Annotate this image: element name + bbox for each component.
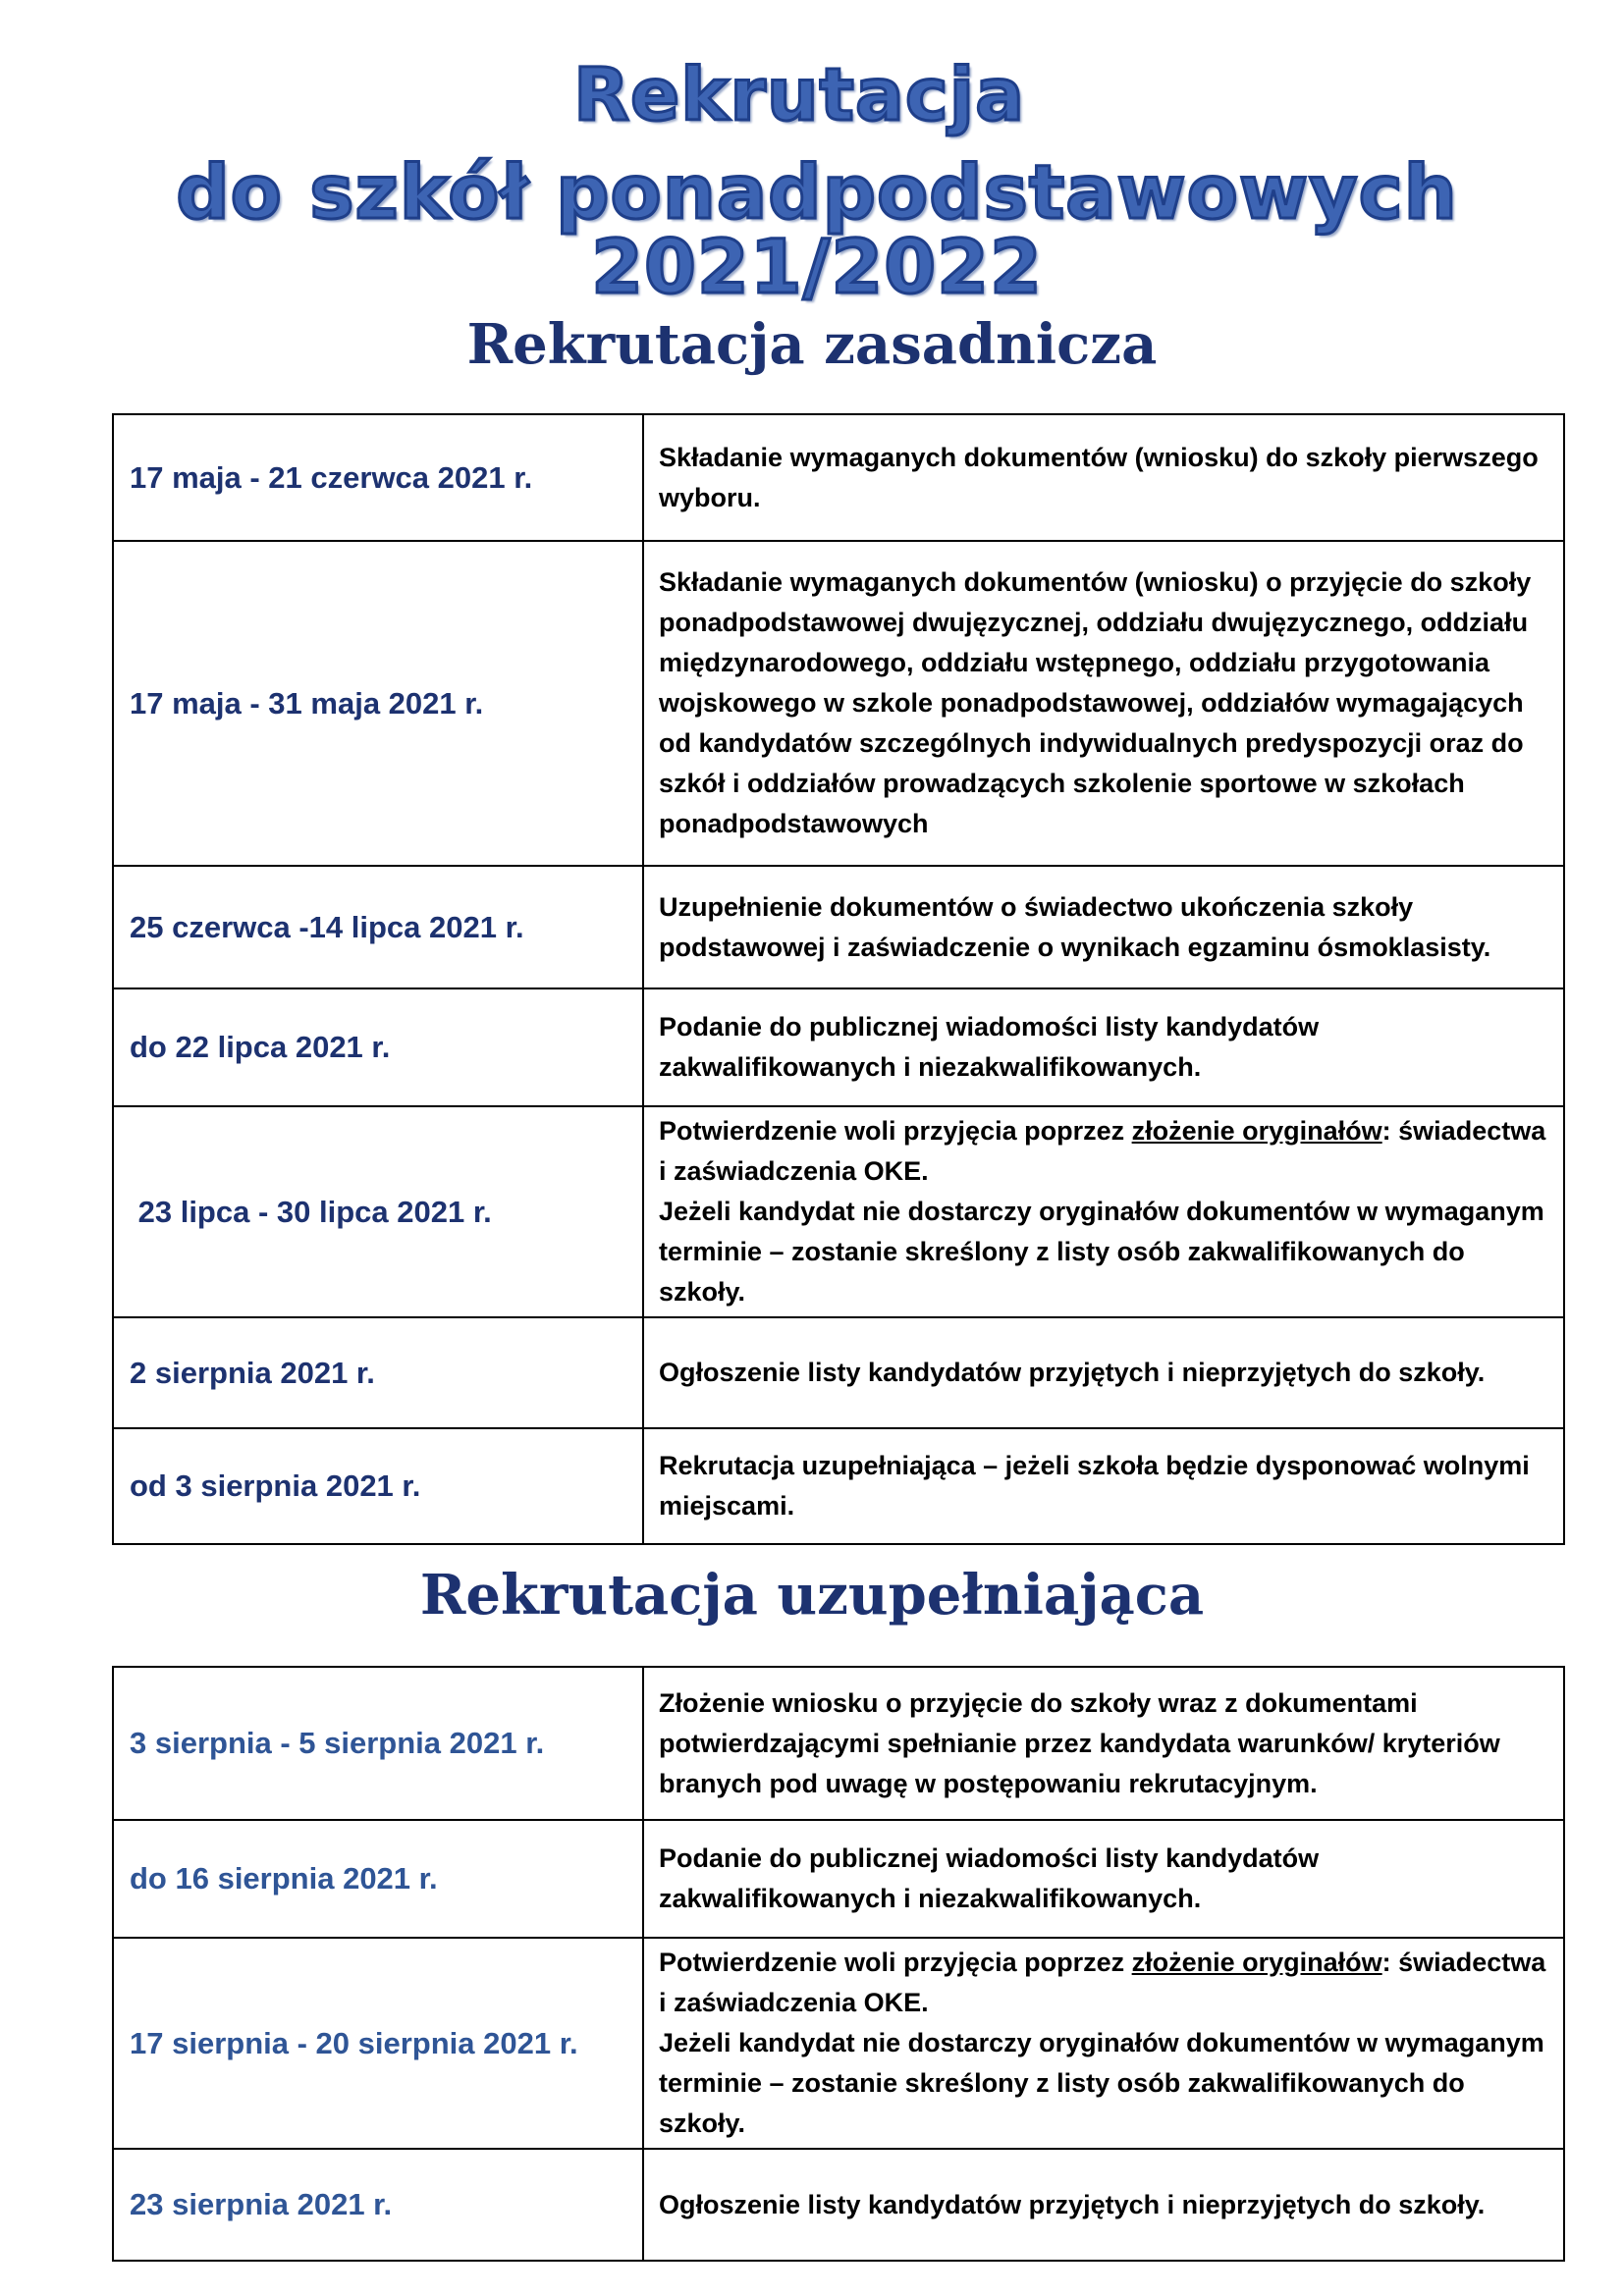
table-row: [113, 1820, 1564, 1938]
desc-underlined-text: złożenie oryginałów: [1131, 1948, 1382, 1977]
title-line-2: do szkół ponadpodstawowych 2021/2022: [176, 148, 1458, 310]
row-description: Składanie wymaganych dokumentów (wniosku) do szkoły pierwszego wyboru.: [643, 414, 1564, 541]
row-date: 17 maja - 31 maja 2021 r.: [113, 541, 643, 866]
section-heading-supplementary: Rekrutacja uzupełniająca: [419, 1563, 1205, 1628]
row-date: 23 lipca - 30 lipca 2021 r.: [113, 1106, 643, 1317]
desc-text: Potwierdzenie woli przyjęcia poprzez: [659, 1116, 1132, 1146]
desc-text: Potwierdzenie woli przyjęcia poprzez: [659, 1948, 1132, 1977]
row-date: do 16 sierpnia 2021 r.: [113, 1820, 643, 1938]
document-title: [0, 53, 1624, 310]
table-row: [113, 866, 1564, 988]
row-date: 17 sierpnia - 20 sierpnia 2021 r.: [113, 1938, 643, 2149]
row-description: Składanie wymaganych dokumentów (wniosku) o przyjęcie do szkoły ponadpodstawowej dwujęzycznej, oddziału dwujęzycznego, oddziału międzynarodowego, oddziału wstępnego, oddziału przygotowania wojskowego w szkole ponadpodstawowej, oddziałów wymagających od kandydatów szczególnych indywidualnych predyspozycji oraz do szkół i oddziałów prowadzących szkolenie sportowe w szkołach ponadpodstawowych: [643, 541, 1564, 866]
schedule-table-main: [112, 413, 1565, 1545]
desc-text: Jeżeli kandydat nie dostarczy oryginałów dokumentów w wymaganym terminie – zostanie skreślony z listy osób zakwalifikowanych do szkoły.: [659, 2028, 1544, 2138]
row-date: 2 sierpnia 2021 r.: [113, 1317, 643, 1428]
table-row: [113, 988, 1564, 1106]
row-description: Rekrutacja uzupełniająca – jeżeli szkoła będzie dysponować wolnymi miejscami.: [643, 1428, 1564, 1544]
desc-text: : świadectwa i zaświadczenia OKE.: [659, 1116, 1546, 1186]
desc-underlined-text: złożenie oryginałów: [1131, 1116, 1382, 1146]
table-row: [113, 1106, 1564, 1317]
row-date: do 22 lipca 2021 r.: [113, 988, 643, 1106]
row-description: [643, 1106, 1564, 1317]
row-description: Uzupełnienie dokumentów o świadectwo ukończenia szkoły podstawowej i zaświadczenie o wynikach egzaminu ósmoklasisty.: [643, 866, 1564, 988]
row-description: Ogłoszenie listy kandydatów przyjętych i nieprzyjętych do szkoły.: [643, 1317, 1564, 1428]
table-row: [113, 541, 1564, 866]
desc-text: : świadectwa i zaświadczenia OKE.: [659, 1948, 1546, 2017]
table-row: [113, 1428, 1564, 1544]
row-description: Podanie do publicznej wiadomości listy kandydatów zakwalifikowanych i niezakwalifikowanych.: [643, 1820, 1564, 1938]
row-description: Ogłoszenie listy kandydatów przyjętych i nieprzyjętych do szkoły.: [643, 2149, 1564, 2261]
section-heading-main: Rekrutacja zasadnicza: [466, 312, 1158, 377]
table-row: [113, 414, 1564, 541]
table-row: [113, 1938, 1564, 2149]
row-date: 23 sierpnia 2021 r.: [113, 2149, 643, 2261]
row-description: [643, 1938, 1564, 2149]
row-date: od 3 sierpnia 2021 r.: [113, 1428, 643, 1544]
title-line-1: Rekrutacja: [572, 53, 1026, 137]
table-row: [113, 2149, 1564, 2261]
row-description: Podanie do publicznej wiadomości listy kandydatów zakwalifikowanych i niezakwalifikowanych.: [643, 988, 1564, 1106]
schedule-table-supplementary: [112, 1666, 1565, 2262]
table-row: [113, 1667, 1564, 1820]
row-description: Złożenie wniosku o przyjęcie do szkoły wraz z dokumentami potwierdzającymi spełnianie przez kandydata warunków/ kryteriów branych pod uwagę w postępowaniu rekrutacyjnym.: [643, 1667, 1564, 1820]
row-date: 3 sierpnia - 5 sierpnia 2021 r.: [113, 1667, 643, 1820]
row-date: 25 czerwca -14 lipca 2021 r.: [113, 866, 643, 988]
desc-text: Jeżeli kandydat nie dostarczy oryginałów dokumentów w wymaganym terminie – zostanie skreślony z listy osób zakwalifikowanych do szkoły.: [659, 1197, 1544, 1307]
table-row: [113, 1317, 1564, 1428]
row-date: 17 maja - 21 czerwca 2021 r.: [113, 414, 643, 541]
